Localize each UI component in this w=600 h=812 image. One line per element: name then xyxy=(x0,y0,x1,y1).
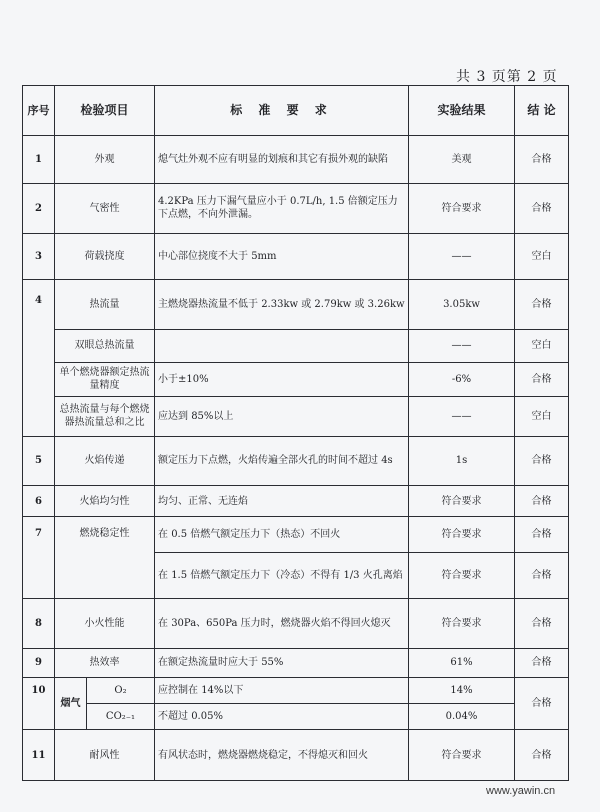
header-item: 检验项目 xyxy=(55,86,155,136)
row-no: 3 xyxy=(23,234,55,280)
row-no: 8 xyxy=(23,599,55,648)
row-standard: 4.2KPa 压力下漏气量应小于 0.7L/h, 1.5 倍额定压力下点燃，不向外泄漏。 xyxy=(155,183,409,233)
table-row xyxy=(23,678,569,704)
row-result: 符合要求 xyxy=(409,517,515,553)
row-standard xyxy=(155,329,409,363)
row-item xyxy=(55,678,87,730)
row-standard: 有风状态时，燃烧器燃烧稳定，不得熄灭和回火 xyxy=(155,730,409,781)
page-count: 共 3 页第 2 页 xyxy=(456,69,558,85)
table-row xyxy=(23,396,569,436)
row-standard: 不超过 0.05% xyxy=(155,704,409,730)
row-conclusion: 合格 xyxy=(515,599,569,648)
row-standard: 在 0.5 倍燃气额定压力下（热态）不回火 xyxy=(155,517,409,553)
inspection-table xyxy=(22,85,569,781)
row-result: —— xyxy=(409,396,515,436)
row-sub-item: O₂ xyxy=(87,678,155,704)
row-standard: 中心部位挠度不大于 5mm xyxy=(155,234,409,280)
table-row xyxy=(23,648,569,677)
row-conclusion: 合格 xyxy=(515,436,569,485)
row-no: 11 xyxy=(23,730,55,781)
row-result: —— xyxy=(409,234,515,280)
row-item: 燃烧稳定性 xyxy=(55,517,155,599)
row-standard: 在额定热流量时应大于 55% xyxy=(155,648,409,677)
row-standard: 熄气灶外观不应有明显的划痕和其它有损外观的缺陷 xyxy=(155,136,409,183)
row-conclusion: 合格 xyxy=(515,136,569,183)
row-result: -6% xyxy=(409,363,515,397)
table-row xyxy=(23,280,569,329)
table-header-row xyxy=(23,86,569,136)
header-no: 序号 xyxy=(23,86,55,136)
header-result: 实验结果 xyxy=(409,86,515,136)
row-item: 热效率 xyxy=(55,648,155,677)
row-item: 气密性 xyxy=(55,183,155,233)
row-no: 1 xyxy=(23,136,55,183)
row-conclusion: 合格 xyxy=(515,648,569,677)
row-conclusion: 合格 xyxy=(515,183,569,233)
row-no: 2 xyxy=(23,183,55,233)
table-row xyxy=(23,436,569,485)
row-result: 符合要求 xyxy=(409,730,515,781)
row-standard: 在 30Pa、650Pa 压力时，燃烧器火焰不得回火熄灭 xyxy=(155,599,409,648)
row-result: 符合要求 xyxy=(409,183,515,233)
row-result: 0.04% xyxy=(409,704,515,730)
row-item: 耐风性 xyxy=(55,730,155,781)
row-standard: 在 1.5 倍燃气额定压力下（冷态）不得有 1/3 火孔离焰 xyxy=(155,553,409,599)
row-item: 热流量 xyxy=(55,280,155,329)
row-conclusion: 合格 xyxy=(515,678,569,730)
row-conclusion: 合格 xyxy=(515,485,569,516)
row-result: 1s xyxy=(409,436,515,485)
row-result: 美观 xyxy=(409,136,515,183)
row-no: 6 xyxy=(23,485,55,516)
watermark: www.yawin.cn xyxy=(486,785,556,797)
row-item: 火焰传递 xyxy=(55,436,155,485)
gas-label: 烟气 xyxy=(60,698,81,710)
row-no: 10 xyxy=(23,678,55,730)
table-row xyxy=(23,183,569,233)
table-row xyxy=(23,329,569,363)
row-no: 9 xyxy=(23,648,55,677)
row-conclusion: 合格 xyxy=(515,553,569,599)
row-sub-item: CO₂₋₁ xyxy=(87,704,155,730)
row-standard: 主燃烧器热流量不低于 2.33kw 或 2.79kw 或 3.26kw xyxy=(155,280,409,329)
row-result: 61% xyxy=(409,648,515,677)
table-row xyxy=(23,599,569,648)
table-row xyxy=(23,730,569,781)
row-result: 符合要求 xyxy=(409,485,515,516)
row-standard: 应控制在 14%以下 xyxy=(155,678,409,704)
row-conclusion: 合格 xyxy=(515,363,569,397)
row-result: 符合要求 xyxy=(409,599,515,648)
row-standard: 均匀、正常、无连焰 xyxy=(155,485,409,516)
header-conclusion: 结 论 xyxy=(515,86,569,136)
table-row xyxy=(23,363,569,397)
row-item: 双眼总热流量 xyxy=(55,329,155,363)
row-conclusion: 空白 xyxy=(515,396,569,436)
row-conclusion: 合格 xyxy=(515,517,569,553)
header-standard: 标 准 要 求 xyxy=(155,86,409,136)
row-item: 单个燃烧器额定热流量精度 xyxy=(55,363,155,397)
table-row xyxy=(23,704,569,730)
row-result: 14% xyxy=(409,678,515,704)
row-standard: 额定压力下点燃，火焰传遍全部火孔的时间不超过 4s xyxy=(155,436,409,485)
row-conclusion: 空白 xyxy=(515,234,569,280)
row-item: 火焰均匀性 xyxy=(55,485,155,516)
row-item: 荷载挠度 xyxy=(55,234,155,280)
row-result: 符合要求 xyxy=(409,553,515,599)
table-row xyxy=(23,136,569,183)
row-result: —— xyxy=(409,329,515,363)
row-conclusion: 合格 xyxy=(515,730,569,781)
row-standard: 应达到 85%以上 xyxy=(155,396,409,436)
row-no: 4 xyxy=(23,280,55,436)
row-standard: 小于±10% xyxy=(155,363,409,397)
row-no: 5 xyxy=(23,436,55,485)
row-no: 7 xyxy=(23,517,55,599)
row-item: 外观 xyxy=(55,136,155,183)
row-conclusion: 合格 xyxy=(515,280,569,329)
row-conclusion: 空白 xyxy=(515,329,569,363)
table-row xyxy=(23,234,569,280)
row-item: 总热流量与每个燃烧器热流量总和之比 xyxy=(55,396,155,436)
table-row xyxy=(23,517,569,553)
table-row xyxy=(23,485,569,516)
row-item: 小火性能 xyxy=(55,599,155,648)
row-result: 3.05kw xyxy=(409,280,515,329)
